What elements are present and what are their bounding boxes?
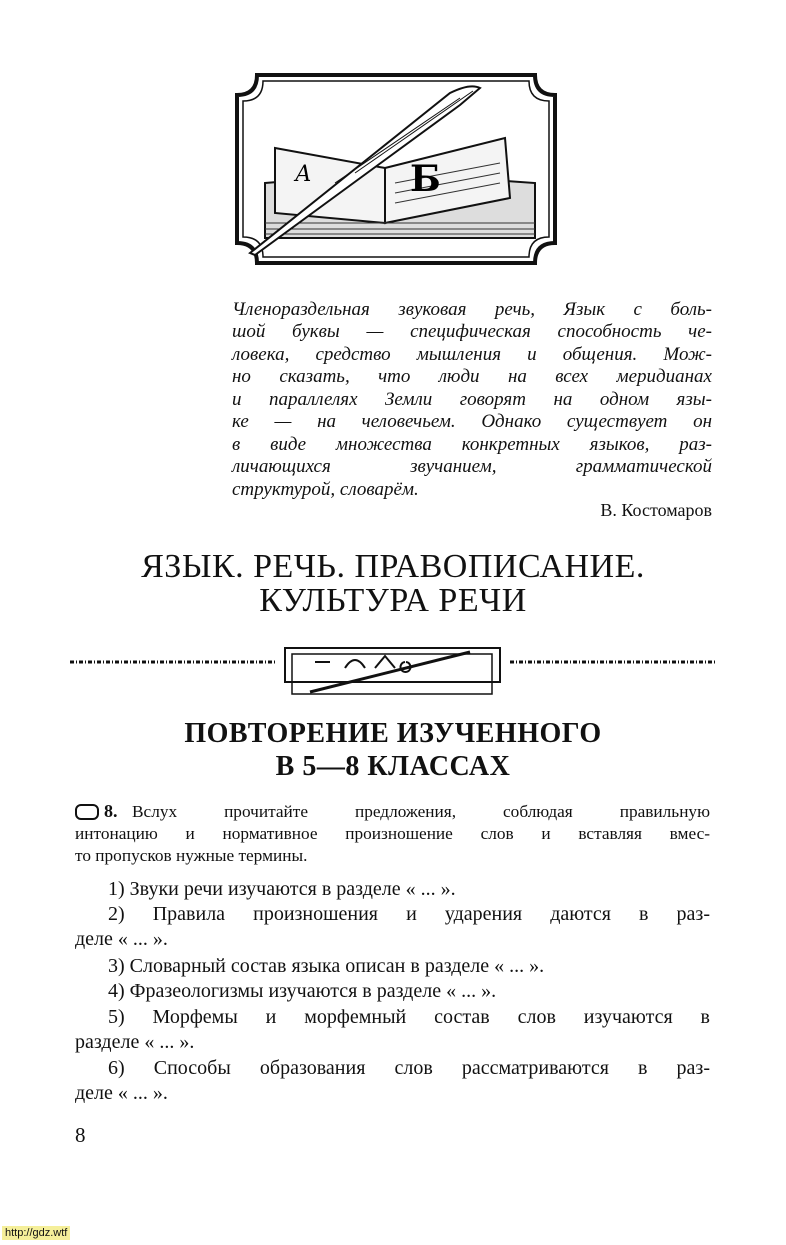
exercise-item: 6) Способы образования слов рассматриваются в раз- [108,1057,710,1079]
exercise-line: интонацию и нормативное произношение слов и вставляя вмес- [75,824,710,843]
chapter-title: КУЛЬТУРА РЕЧИ [259,582,527,619]
exercise-number: 8. [104,801,118,821]
exercise-line: то пропусков нужные термины. [75,846,308,865]
ornament-divider [70,640,715,700]
exercise-item: 2) Правила произношения и ударения даются в раз- [108,903,710,925]
epigraph-line: структурой, словарём. [232,479,419,500]
speech-bubble-icon [75,804,99,820]
epigraph-author: В. Костомаров [600,500,712,520]
epigraph-line: ке — на человечьем. Однако существует он [232,411,712,432]
exercise-line: Вслух прочитайте предложения, соблюдая правильную [132,802,710,821]
section-title: В 5—8 КЛАССАХ [275,751,511,782]
epigraph-line: Членораздельная звуковая речь, Язык с боль- [232,299,712,320]
chapter-title: ЯЗЫК. РЕЧЬ. ПРАВОПИСАНИЕ. [141,548,645,585]
epigraph-line: личающихся звучанием, грамматической [232,456,712,477]
epigraph-line: в виде множества конкретных языков, раз- [232,434,712,455]
epigraph-line: ловека, средство мышления и общения. Мож- [232,344,712,365]
watermark-link[interactable]: http://gdz.wtf [2,1226,70,1240]
exercise-item: разделе « ... ». [75,1031,195,1053]
book-and-quill-illustration [235,73,557,265]
letter-a: А [295,162,312,187]
exercise-item: 4) Фразеологизмы изучаются в разделе « ... ». [108,980,497,1002]
page-number: 8 [75,1123,86,1147]
exercise-item: деле « ... ». [75,928,168,950]
exercise-item: 1) Звуки речи изучаются в разделе « ... ». [108,878,456,900]
epigraph-line: шой буквы — специфическая способность че- [232,321,712,342]
section-title: ПОВТОРЕНИЕ ИЗУЧЕННОГО [184,718,602,749]
exercise-item: 3) Словарный состав языка описан в разделе « ... ». [108,955,545,977]
epigraph-line: и параллелях Земли говорят на одном язы- [232,389,712,410]
exercise-item: 5) Морфемы и морфемный состав слов изучаются в [108,1006,710,1028]
letter-b: Б [410,158,441,200]
epigraph-line: но сказать, что люди на всех меридианах [232,366,712,387]
exercise-item: деле « ... ». [75,1082,168,1104]
